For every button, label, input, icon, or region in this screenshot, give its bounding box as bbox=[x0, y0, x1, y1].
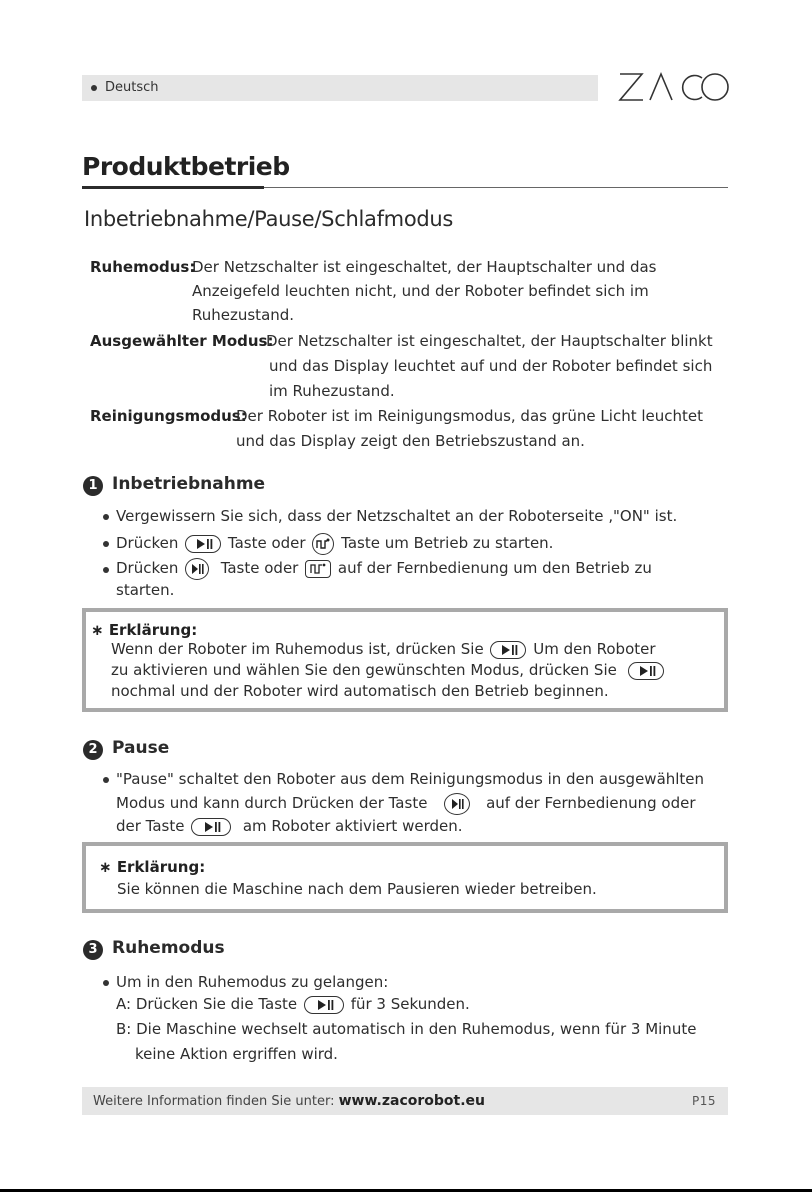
title-rule bbox=[264, 187, 728, 188]
section-title: Produktbetrieb bbox=[82, 152, 290, 181]
note-2-title: ∗ Erklärung: bbox=[99, 858, 206, 876]
step-2-line-2: Modus und kann durch Drücken der Taste auf der Fernbedienung oder bbox=[116, 792, 696, 815]
step-2-line-1: "Pause" schaltet den Roboter aus dem Reinigungsmodus in den ausgewählten bbox=[116, 770, 705, 788]
note-1-line-3: nochmal und der Roboter wird automatisch den Betrieb beginnen. bbox=[111, 682, 609, 700]
step-3-number: 3 bbox=[83, 940, 103, 960]
selected-mode-text-2: und das Display leuchtet auf und der Roboter befindet sich bbox=[269, 357, 713, 375]
rest-mode-label: Ruhemodus: bbox=[90, 258, 196, 276]
play-pause-icon bbox=[444, 793, 470, 815]
asterisk-icon: ∗ bbox=[99, 858, 112, 876]
step-1-bullet-3-cont: starten. bbox=[116, 581, 175, 599]
note-1-title: ∗ Erklärung: bbox=[91, 621, 198, 639]
step-1-bullet-1: Vergewissern Sie sich, dass der Netzschaltet an der Roboterseite ‚"ON" ist. bbox=[116, 507, 678, 525]
rest-mode-text-2: Anzeigefeld leuchten nicht, und der Roboter befindet sich im bbox=[192, 282, 649, 300]
language-label: Deutsch bbox=[105, 80, 159, 95]
footer-url[interactable]: www.zacorobot.eu bbox=[338, 1093, 485, 1109]
step-2-number: 2 bbox=[83, 740, 103, 760]
cleaning-mode-text-1: Der Roboter ist im Reinigungsmodus, das grüne Licht leuchtet bbox=[236, 407, 703, 425]
note-1-line-1: Wenn der Roboter im Ruhemodus ist, drücken Sie Um den Roboter bbox=[111, 640, 656, 658]
bullet-dot bbox=[103, 777, 109, 783]
step-1-bullet-3: Drücken Taste oder auf der Fernbedienung um den Betrieb zu bbox=[116, 557, 652, 580]
step-2-title: Pause bbox=[112, 738, 170, 758]
play-pause-icon bbox=[628, 662, 664, 680]
language-bar bbox=[82, 75, 598, 101]
step-3-line-1: Um in den Ruhemodus zu gelangen: bbox=[116, 973, 389, 991]
bullet-dot bbox=[103, 514, 109, 520]
play-pause-icon bbox=[191, 818, 231, 836]
footer-text: Weitere Information finden Sie unter: www.zacorobot.eu bbox=[93, 1093, 485, 1109]
note-1-line-2: zu aktivieren und wählen Sie den gewünschten Modus, drücken Sie bbox=[111, 659, 666, 681]
page-number: P15 bbox=[691, 1094, 716, 1108]
selected-mode-label: Ausgewählter Modus: bbox=[90, 332, 274, 350]
bullet-dot bbox=[103, 541, 109, 547]
step-3-option-b-2: keine Aktion ergriffen wird. bbox=[135, 1045, 338, 1063]
zaco-logo bbox=[618, 66, 730, 106]
cleaning-mode-text-2: und das Display zeigt den Betriebszustand an. bbox=[236, 432, 585, 450]
play-pause-icon bbox=[185, 558, 209, 580]
play-pause-icon bbox=[304, 996, 344, 1014]
rest-mode-text-3: Ruhezustand. bbox=[192, 306, 295, 324]
step-3-option-b-1: B: Die Maschine wechselt automatisch in den Ruhemodus, wenn für 3 Minute bbox=[116, 1020, 697, 1038]
footer-bar bbox=[82, 1087, 728, 1115]
title-underline bbox=[82, 186, 264, 189]
asterisk-icon: ∗ bbox=[91, 621, 104, 639]
step-3-title: Ruhemodus bbox=[112, 938, 225, 958]
play-pause-icon bbox=[490, 641, 526, 659]
cleaning-mode-label: Reinigungsmodus: bbox=[90, 407, 247, 425]
selected-mode-text-1: Der Netzschalter ist eingeschaltet, der Hauptschalter blinkt bbox=[266, 332, 713, 350]
step-1-number: 1 bbox=[83, 476, 103, 496]
signal-icon bbox=[305, 560, 331, 578]
bullet-dot bbox=[103, 980, 109, 986]
step-1-title: Inbetriebnahme bbox=[112, 474, 266, 494]
step-3-option-a: A: Drücken Sie die Taste für 3 Sekunden. bbox=[116, 995, 470, 1013]
signal-icon bbox=[312, 533, 334, 555]
step-1-bullet-2: Drücken Taste oder Taste um Betrieb zu starten. bbox=[116, 532, 553, 555]
selected-mode-text-3: im Ruhezustand. bbox=[269, 382, 395, 400]
bullet-dot bbox=[103, 567, 109, 573]
play-pause-icon bbox=[185, 535, 221, 553]
bullet-dot bbox=[91, 85, 97, 91]
rest-mode-text-1: Der Netzschalter ist eingeschaltet, der Hauptschalter und das bbox=[192, 258, 657, 276]
subsection-title: Inbetriebnahme/Pause/Schlafmodus bbox=[84, 207, 454, 231]
note-2-line-1: Sie können die Maschine nach dem Pausieren wieder betreiben. bbox=[117, 880, 597, 898]
step-2-line-3: der Taste am Roboter aktiviert werden. bbox=[116, 817, 463, 835]
